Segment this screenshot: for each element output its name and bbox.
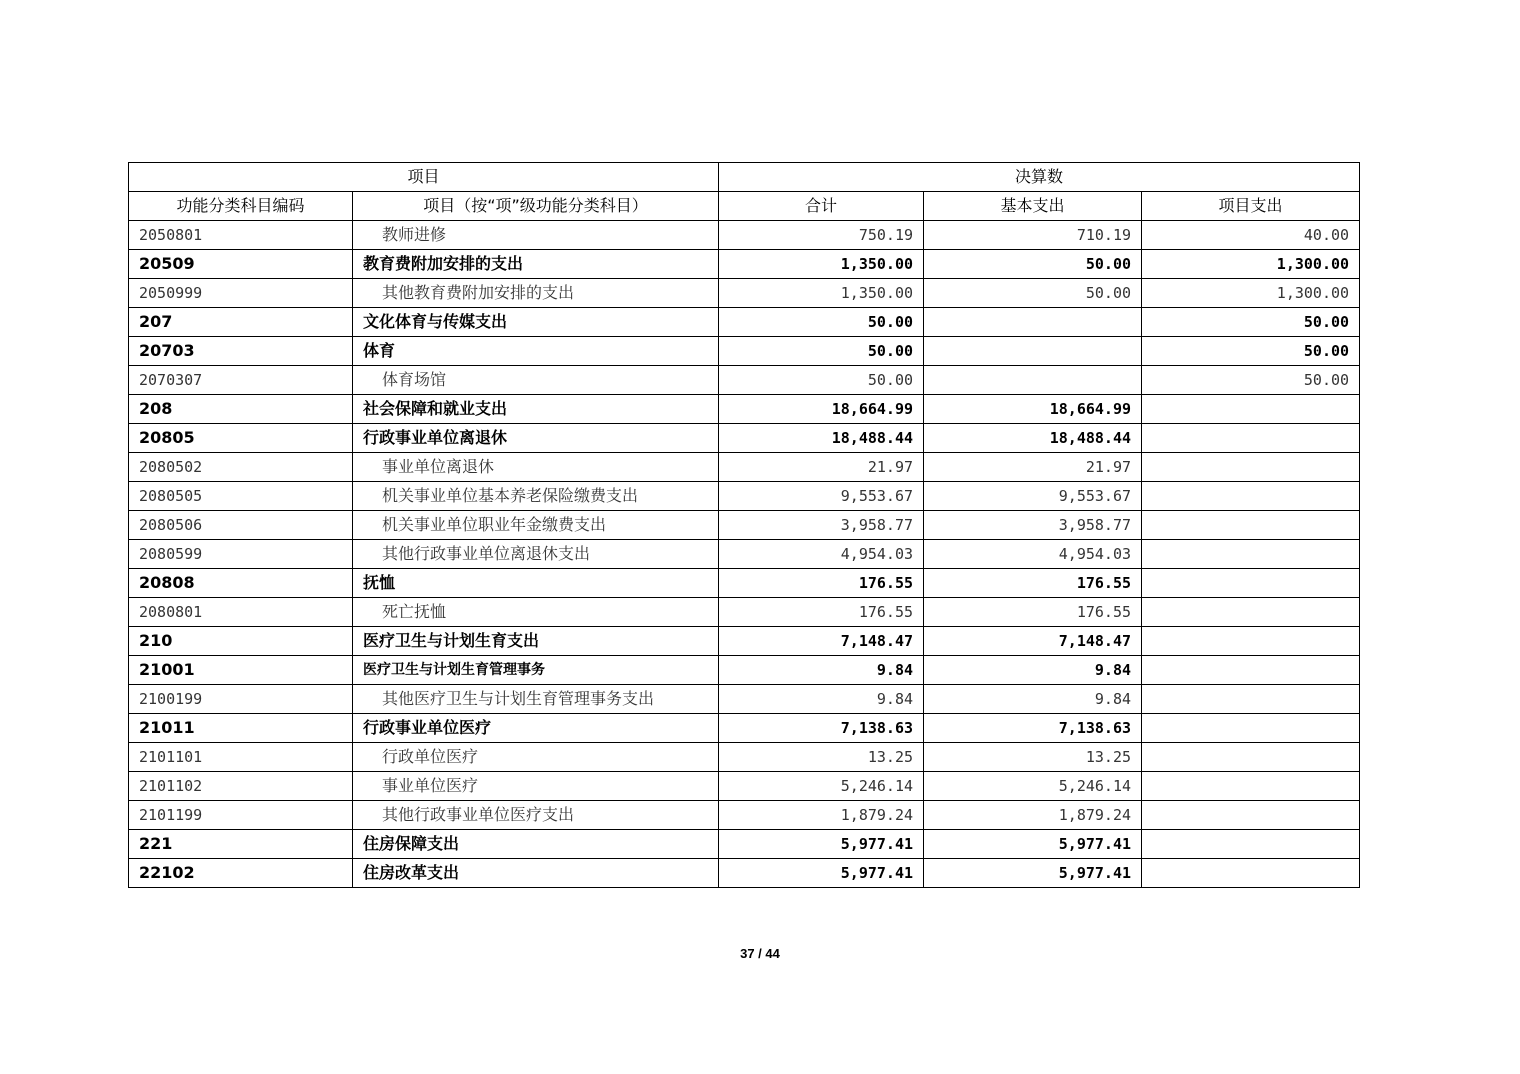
table-row — [129, 337, 1360, 366]
cell-basic: 13.25 — [924, 743, 1142, 772]
header-col-basic: 基本支出 — [924, 192, 1142, 221]
cell-code: 2080506 — [129, 511, 353, 540]
cell-name: 体育场馆 — [353, 366, 719, 395]
cell-project — [1142, 772, 1360, 801]
cell-basic — [924, 337, 1142, 366]
cell-total: 1,350.00 — [719, 250, 924, 279]
cell-project — [1142, 540, 1360, 569]
cell-code: 221 — [129, 830, 353, 859]
table-row — [129, 569, 1360, 598]
cell-basic — [924, 366, 1142, 395]
table-row — [129, 772, 1360, 801]
cell-project — [1142, 801, 1360, 830]
table-row — [129, 395, 1360, 424]
cell-code: 2050801 — [129, 221, 353, 250]
cell-name: 体育 — [353, 337, 719, 366]
cell-code: 22102 — [129, 859, 353, 888]
cell-name: 其他行政事业单位医疗支出 — [353, 801, 719, 830]
cell-name: 机关事业单位职业年金缴费支出 — [353, 511, 719, 540]
cell-basic: 176.55 — [924, 598, 1142, 627]
cell-code: 2080801 — [129, 598, 353, 627]
cell-name: 行政事业单位离退休 — [353, 424, 719, 453]
cell-basic: 7,138.63 — [924, 714, 1142, 743]
cell-project: 50.00 — [1142, 337, 1360, 366]
cell-total: 5,246.14 — [719, 772, 924, 801]
cell-name: 死亡抚恤 — [353, 598, 719, 627]
cell-project: 1,300.00 — [1142, 250, 1360, 279]
cell-basic: 7,148.47 — [924, 627, 1142, 656]
cell-basic: 3,958.77 — [924, 511, 1142, 540]
cell-code: 20805 — [129, 424, 353, 453]
cell-total: 176.55 — [719, 598, 924, 627]
cell-total: 18,664.99 — [719, 395, 924, 424]
cell-basic: 710.19 — [924, 221, 1142, 250]
cell-name: 其他医疗卫生与计划生育管理事务支出 — [353, 685, 719, 714]
cell-code: 210 — [129, 627, 353, 656]
cell-basic: 1,879.24 — [924, 801, 1142, 830]
page-number: 37 / 44 — [740, 946, 780, 961]
cell-total: 7,148.47 — [719, 627, 924, 656]
cell-project — [1142, 830, 1360, 859]
cell-basic: 9,553.67 — [924, 482, 1142, 511]
cell-project — [1142, 569, 1360, 598]
table-row — [129, 743, 1360, 772]
table-row — [129, 482, 1360, 511]
cell-total: 9.84 — [719, 656, 924, 685]
table-row — [129, 511, 1360, 540]
cell-code: 2101102 — [129, 772, 353, 801]
cell-total: 4,954.03 — [719, 540, 924, 569]
cell-project — [1142, 598, 1360, 627]
cell-project — [1142, 511, 1360, 540]
cell-code: 21001 — [129, 656, 353, 685]
cell-basic: 50.00 — [924, 279, 1142, 308]
cell-name: 其他教育费附加安排的支出 — [353, 279, 719, 308]
cell-code: 207 — [129, 308, 353, 337]
table-row — [129, 627, 1360, 656]
header-group-final: 决算数 — [719, 163, 1360, 192]
cell-basic: 18,664.99 — [924, 395, 1142, 424]
cell-basic: 9.84 — [924, 656, 1142, 685]
cell-name: 其他行政事业单位离退休支出 — [353, 540, 719, 569]
cell-total: 50.00 — [719, 366, 924, 395]
cell-basic: 50.00 — [924, 250, 1142, 279]
table-row — [129, 453, 1360, 482]
cell-code: 2070307 — [129, 366, 353, 395]
cell-code: 208 — [129, 395, 353, 424]
table-row — [129, 308, 1360, 337]
cell-basic: 4,954.03 — [924, 540, 1142, 569]
cell-name: 住房改革支出 — [353, 859, 719, 888]
cell-name: 教育费附加安排的支出 — [353, 250, 719, 279]
table-row — [129, 540, 1360, 569]
header-row-groups — [129, 163, 1360, 192]
header-row-columns — [129, 192, 1360, 221]
cell-project — [1142, 859, 1360, 888]
cell-total: 5,977.41 — [719, 859, 924, 888]
cell-name: 社会保障和就业支出 — [353, 395, 719, 424]
cell-basic: 5,977.41 — [924, 830, 1142, 859]
table-row — [129, 424, 1360, 453]
cell-project — [1142, 685, 1360, 714]
cell-project — [1142, 656, 1360, 685]
cell-code: 2080599 — [129, 540, 353, 569]
cell-total: 9,553.67 — [719, 482, 924, 511]
cell-project — [1142, 743, 1360, 772]
cell-name: 事业单位医疗 — [353, 772, 719, 801]
cell-code: 2100199 — [129, 685, 353, 714]
table-row — [129, 830, 1360, 859]
cell-total: 13.25 — [719, 743, 924, 772]
cell-name: 医疗卫生与计划生育支出 — [353, 627, 719, 656]
cell-total: 7,138.63 — [719, 714, 924, 743]
cell-name: 事业单位离退休 — [353, 453, 719, 482]
cell-total: 50.00 — [719, 308, 924, 337]
table-row — [129, 859, 1360, 888]
cell-total: 18,488.44 — [719, 424, 924, 453]
cell-name: 抚恤 — [353, 569, 719, 598]
cell-total: 750.19 — [719, 221, 924, 250]
table-row — [129, 685, 1360, 714]
table-row — [129, 656, 1360, 685]
cell-basic: 21.97 — [924, 453, 1142, 482]
table-body — [129, 163, 1360, 888]
cell-project — [1142, 482, 1360, 511]
final-accounts-table — [128, 162, 1360, 888]
cell-total: 176.55 — [719, 569, 924, 598]
table-row — [129, 714, 1360, 743]
cell-total: 3,958.77 — [719, 511, 924, 540]
header-col-total: 合计 — [719, 192, 924, 221]
cell-code: 20703 — [129, 337, 353, 366]
cell-total: 50.00 — [719, 337, 924, 366]
cell-total: 1,350.00 — [719, 279, 924, 308]
cell-basic: 9.84 — [924, 685, 1142, 714]
cell-project: 1,300.00 — [1142, 279, 1360, 308]
cell-code: 21011 — [129, 714, 353, 743]
cell-project — [1142, 453, 1360, 482]
cell-code: 2101101 — [129, 743, 353, 772]
table-row — [129, 598, 1360, 627]
header-group-item: 项目 — [129, 163, 719, 192]
cell-project: 40.00 — [1142, 221, 1360, 250]
header-col-project: 项目支出 — [1142, 192, 1360, 221]
cell-total: 1,879.24 — [719, 801, 924, 830]
cell-total: 5,977.41 — [719, 830, 924, 859]
cell-name: 行政事业单位医疗 — [353, 714, 719, 743]
cell-name: 医疗卫生与计划生育管理事务 — [353, 656, 719, 685]
cell-name: 住房保障支出 — [353, 830, 719, 859]
cell-project: 50.00 — [1142, 366, 1360, 395]
cell-code: 2101199 — [129, 801, 353, 830]
table-row — [129, 250, 1360, 279]
cell-name: 教师进修 — [353, 221, 719, 250]
cell-name: 机关事业单位基本养老保险缴费支出 — [353, 482, 719, 511]
cell-basic: 5,977.41 — [924, 859, 1142, 888]
cell-basic: 176.55 — [924, 569, 1142, 598]
header-col-code: 功能分类科目编码 — [129, 192, 353, 221]
header-col-name: 项目（按“项”级功能分类科目） — [353, 192, 719, 221]
cell-basic: 18,488.44 — [924, 424, 1142, 453]
table-row — [129, 366, 1360, 395]
cell-total: 9.84 — [719, 685, 924, 714]
table-row — [129, 221, 1360, 250]
cell-code: 2050999 — [129, 279, 353, 308]
cell-code: 20808 — [129, 569, 353, 598]
cell-project — [1142, 395, 1360, 424]
cell-code: 2080502 — [129, 453, 353, 482]
table-row — [129, 801, 1360, 830]
cell-basic: 5,246.14 — [924, 772, 1142, 801]
cell-basic — [924, 308, 1142, 337]
cell-project — [1142, 714, 1360, 743]
cell-code: 20509 — [129, 250, 353, 279]
cell-project — [1142, 627, 1360, 656]
cell-name: 文化体育与传媒支出 — [353, 308, 719, 337]
cell-total: 21.97 — [719, 453, 924, 482]
cell-project — [1142, 424, 1360, 453]
cell-name: 行政单位医疗 — [353, 743, 719, 772]
cell-project: 50.00 — [1142, 308, 1360, 337]
cell-code: 2080505 — [129, 482, 353, 511]
table-row — [129, 279, 1360, 308]
